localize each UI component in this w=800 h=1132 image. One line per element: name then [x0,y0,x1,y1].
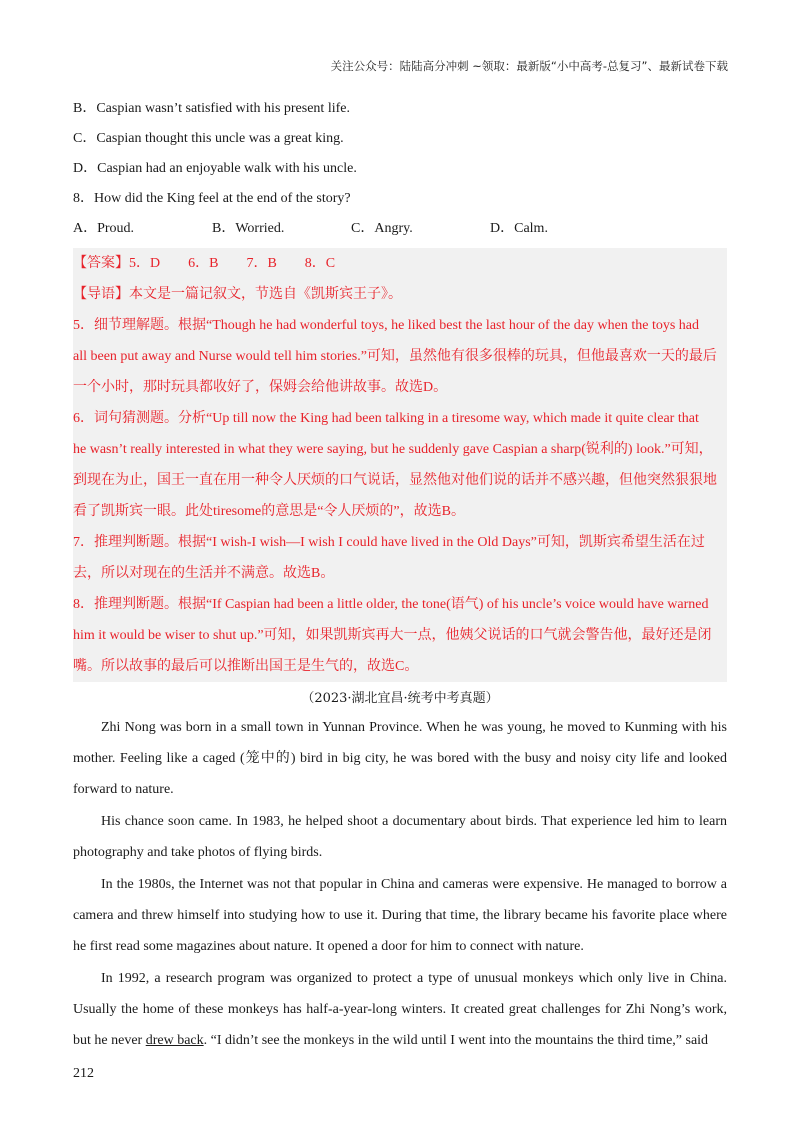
option-q7-d: D．Caspian had an enjoyable walk with his uncle. [73,161,357,176]
explanation-5-line: 一个小时，那时玩具都收好了，保姆会给他讲故事。故选D。 [73,380,448,395]
underlined-phrase: drew back [145,1033,204,1048]
option-q8-d: D．Calm. [490,221,548,236]
explanation-5-line: all been put away and Nurse would tell him stories.”可知，虽然他有很多很棒的玩具，但他最喜欢一天的最后 [73,349,717,364]
explanation-8-line: 8．推理判断题。根据“If Caspian had been a little older, the tone(语气) of his uncle’s voice would have warned [73,597,709,612]
reading-passage [73,712,727,1056]
explanation-6-line: 6．词句猜测题。分析“Up till now the King had been talking in a tiresome way, which made it quite clear that [73,411,699,426]
question-8-options [73,214,727,244]
passage-source: （2023·湖北宜昌·统考中考真题） [301,691,499,706]
explanation-6-line: 看了凯斯宾一眼。此处tiresome的意思是“令人厌烦的”，故选B。 [73,504,465,519]
passage-paragraph: Zhi Nong was born in a small town in Yunnan Province. When he was young, he moved to Kunming with his mother. Feeling like a caged (笼中的) bird in big city, he was bored with the busy and noisy city life and looked forward to nature. [73,720,727,797]
explanation-5-line: 5．细节理解题。根据“Though he had wonderful toys, he liked best the last hour of the day when the toys had [73,318,699,333]
option-q8-a: A．Proud. [73,221,135,236]
page-content [73,94,727,1057]
passage-text: . “I didn’t see the monkeys in the wild until I went into the mountains the third time,” said [203,1033,709,1048]
passage-paragraph: In the 1980s, the Internet was not that popular in China and cameras were expensive. He managed to borrow a camera and threw himself into studying how to use it. During that time, the library became his favorite place where he first read some magazines about nature. It opened a door for him to connect with nature. [73,877,727,954]
option-q7-c: C．Caspian thought this uncle was a great king. [73,131,344,146]
explanation-8-line: 嘴。所以故事的最后可以推断出国王是生气的，故选C。 [73,659,419,674]
answer-explanation-block [73,248,727,682]
explanation-6-line: he wasn’t really interested in what they were saying, but he suddenly gave Caspian a sharp(锐利的) look.”可知， [73,442,713,457]
explanation-7-line: 7．推理判断题。根据“I wish-I wish—I wish I could have lived in the Old Days”可知，凯斯宾希望生活在过 [73,535,705,550]
passage-paragraph [73,963,727,1056]
explanation-8-line: him it would be wiser to shut up.”可知，如果凯斯宾再大一点，他姨父说话的口气就会警告他，最好还是闭 [73,628,712,643]
option-q8-b: B．Worried. [212,221,285,236]
answer-intro: 【导语】本文是一篇记叙文，节选自《凯斯宾王子》。 [73,287,402,302]
explanation-6-line: 到现在为止，国王一直在用一种令人厌烦的口气说话，显然他对他们说的话并不感兴趣，但他突然狠狠地 [73,473,717,488]
answer-key: 【答案】5．D 6．B 7．B 8．C [73,256,336,271]
option-q8-c: C．Angry. [351,221,413,236]
passage-paragraph: His chance soon came. In 1983, he helped shoot a documentary about birds. That experience led him to learn photography and take photos of flying birds. [73,814,727,860]
page-header: 关注公众号：陆陆高分冲刺 ~领取：最新版“小中高考-总复习”、最新试卷下载 [330,59,728,73]
question-8-stem: 8．How did the King feel at the end of the story? [73,191,351,206]
explanation-7-line: 去，所以对现在的生活并不满意。故选B。 [73,566,335,581]
passage-text: In 1992, a research program was organized to protect a type of unusual monkeys which only live in China. Usually the home of these monkeys has half-a-year-long winters. It created great challenges for Zhi Nong’s work, but he never [73,971,727,1048]
page-number: 212 [73,1066,94,1081]
option-q7-b: B．Caspian wasn’t satisfied with his present life. [73,101,350,116]
